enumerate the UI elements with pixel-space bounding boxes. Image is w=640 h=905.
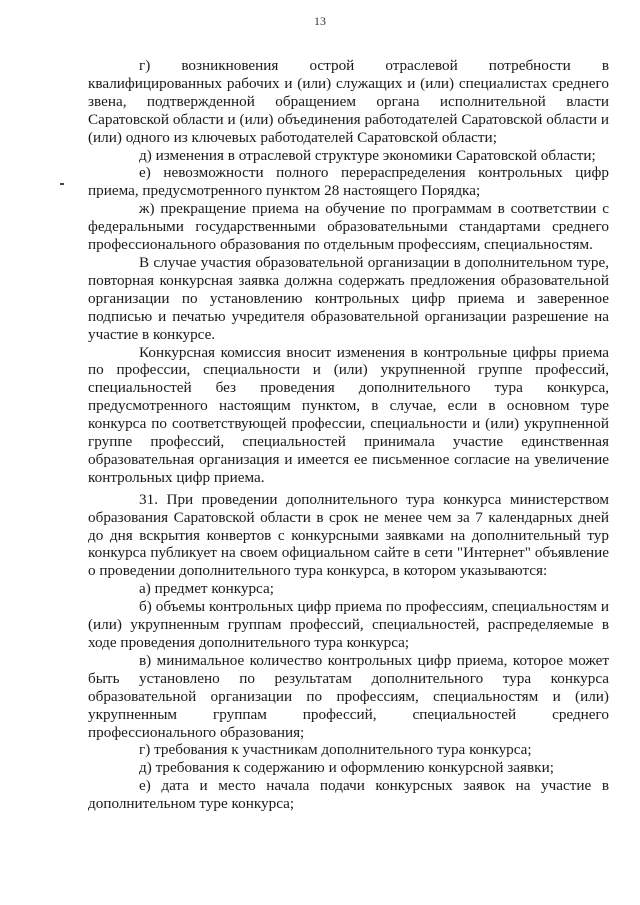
margin-mark [60, 183, 64, 185]
paragraph-g-sudden-need: г) возникновения острой отраслевой потребности в квалифицированных рабочих и (или) служащих и (или) специалистах среднего звена, подтвержденной обращением органа исполнительной власти Саратовской области и (или) объединения работодателей Саратовской области и (или) одного из ключевых работодателей Саратовской области; [88, 57, 609, 146]
paragraph-commission-changes: Конкурсная комиссия вносит изменения в контрольные цифры приема по профессии, специальности и (или) укрупненной группе профессий, специальностей без проведения дополнительного тура конкурса, предусмотренного настоящим пунктом, в случае, если в основном туре конкурса по соответствующей профессии, специальности и (или) укрупненной группе профессий, специальностей принимала участие единственная образовательная организация и имеется ее письменное согласие на увеличение контрольных цифр приема. [88, 343, 609, 486]
paragraph-v-minimum: в) минимальное количество контрольных цифр приема, которое может быть установлено по результатам дополнительного тура конкурса образовательной организации по профессиям, специальностям и (или) укрупненным группам профессий, специальностей среднего профессионального образования; [88, 651, 609, 741]
paragraph-b-volumes: б) объемы контрольных цифр приема по профессиям, специальностям и (или) укрупненным группам профессий, специальностей, распределяемые в ходе проведения дополнительного тура конкурса; [88, 598, 609, 651]
page-number: 13 [314, 14, 326, 28]
document-body [88, 57, 609, 813]
paragraph-g-participant-requirements: г) требования к участникам дополнительного тура конкурса; [139, 741, 532, 759]
paragraph-a-subject: а) предмет конкурса; [139, 580, 274, 598]
paragraph-item-31: 31. При проведении дополнительного тура конкурса министерством образования Саратовской области в срок не менее чем за 7 календарных дней до дня вскрытия конвертов с конкурсными заявками на дополнительный тур конкурса публикует на своем официальном сайте в сети "Интернет" объявление о проведении дополнительного тура конкурса, в котором указываются: [88, 490, 609, 580]
paragraph-e-date-place: е) дата и место начала подачи конкурсных заявок на участие в дополнительном туре конкурса; [88, 777, 609, 813]
paragraph-zh-termination: ж) прекращение приема на обучение по программам в соответствии с федеральными государственными образовательными стандартами среднего профессионального образования по отдельным профессиям, специальностям. [88, 200, 609, 254]
paragraph-additional-round-participation: В случае участия образовательной организации в дополнительном туре, повторная конкурсная заявка должна содержать предложения образовательной организации по установлению контрольных цифр приема и заверенное подписью и печатью учредителя образовательной организации разрешение на участие в конкурсе. [88, 253, 609, 343]
paragraph-d-application-requirements: д) требования к содержанию и оформлению конкурсной заявки; [139, 759, 554, 777]
paragraph-e-impossible-redistribution: е) невозможности полного перераспределения контрольных цифр приема, предусмотренного пунктом 28 настоящего Порядка; [88, 164, 609, 200]
paragraph-d-structure-change: д) изменения в отраслевой структуре экономики Саратовской области; [139, 146, 596, 164]
